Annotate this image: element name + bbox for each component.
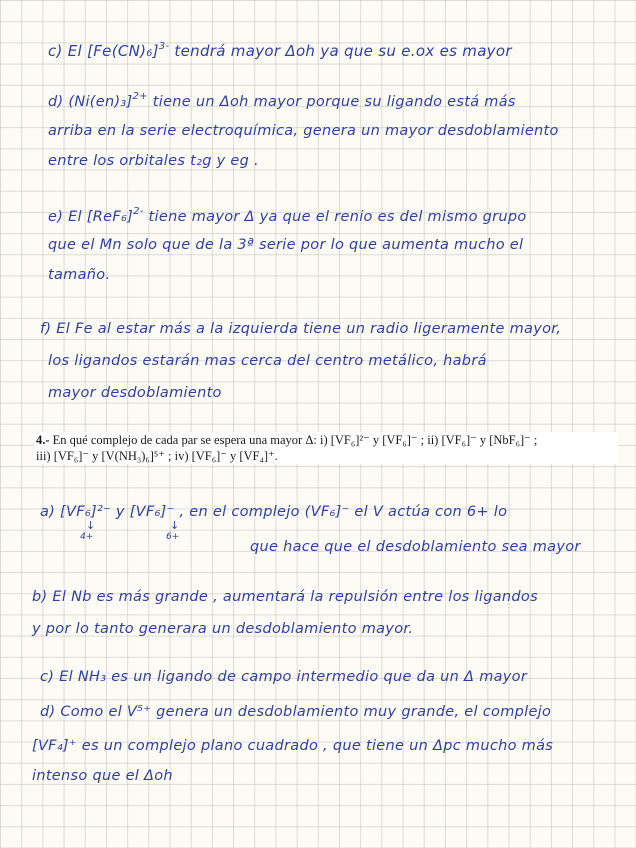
answer-e-line-2: que el Mn solo que de la 3ª serie por lo que aumenta mucho el <box>48 237 524 253</box>
answer-d-bottom-line-1: d) Como el V⁵⁺ genera un desdoblamiento muy grande, el complejo <box>40 704 552 720</box>
answer-f-line-1: f) El Fe al estar más a la izquierda tiene un radio ligeramente mayor, <box>40 321 562 337</box>
answer-d-line-1: d) (Ni(en)₃]$^{2+}$ tiene un Δoh mayor porque su ligando está más <box>48 91 516 110</box>
answer-c-bottom-line-1: c) El NH₃ es un ligando de campo intermedio que da un Δ mayor <box>40 669 528 685</box>
question-4-printed <box>34 432 618 464</box>
down-arrow-icon: ↓ <box>86 519 96 532</box>
question-number: 4.- <box>36 433 50 447</box>
answer-d-line-2: arriba en la serie electroquímica, genera un mayor desdoblamiento <box>48 123 559 139</box>
question-text-line-2: iii) [VF₆]⁻ y [V(NH₃)₆]⁵⁺ ; iv) [VF₆]⁻ y [VF₄]⁺. <box>36 449 278 463</box>
down-arrow-icon: ↓ <box>170 519 180 532</box>
answer-d-bottom-line-3: intenso que el Δoh <box>32 768 173 784</box>
answer-f-line-2: los ligandos estarán mas cerca del centro metálico, habrá <box>48 353 487 369</box>
answer-e-line-1: e) El $[ReF_6]^{2-}$ tiene mayor Δ ya que el renio es del mismo grupo <box>48 206 527 225</box>
answer-d-bottom-line-2: [VF₄]⁺ es un complejo plano cuadrado , que tiene un Δpc mucho más <box>32 738 554 754</box>
answer-b-line-2: y por lo tanto generara un desdoblamiento mayor. <box>32 621 414 637</box>
answer-a-line-2: que hace que el desdoblamiento sea mayor <box>250 539 581 555</box>
answer-c-line: c) El $[Fe(CN)_6]^{3-}$ tendrá mayor Δoh ya que su e.ox es mayor <box>48 41 512 60</box>
answer-a-line-1: a) [VF₆]²⁻ y [VF₆]⁻ , en el complejo (VF₆]⁻ el V actúa con 6+ lo <box>40 504 508 520</box>
oxidation-state-right: 6+ <box>166 532 180 542</box>
answer-f-line-3: mayor desdoblamiento <box>48 385 222 401</box>
answer-e-line-3: tamaño. <box>48 267 111 283</box>
question-text: En qué complejo de cada par se espera una mayor Δ: i) [VF₆]²⁻ y [VF₆]⁻ ; ii) [VF₆]⁻ y [NbF₆]⁻ ; <box>52 433 538 447</box>
answer-d-line-3: entre los orbitales t₂g y eg . <box>48 153 259 169</box>
answer-b-line-1: b) El Nb es más grande , aumentará la repulsión entre los ligandos <box>32 589 538 605</box>
oxidation-state-left: 4+ <box>80 532 94 542</box>
